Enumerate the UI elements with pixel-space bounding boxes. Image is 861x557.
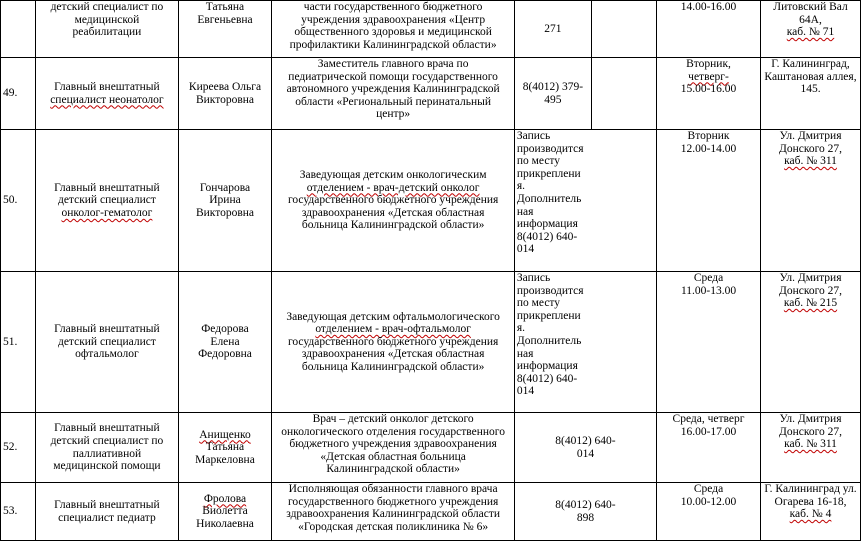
note-cell: [591, 58, 656, 130]
table-row: [1, 1, 861, 58]
name-cell: Федорова Елена Федоровна: [178, 272, 272, 413]
note-cell: Запись производится по месту прикреплени я. Дополнитель ная информация 8(4012) 640- 014: [514, 272, 656, 413]
row-number: 53.: [1, 483, 36, 541]
row-number: 49.: [1, 58, 36, 130]
schedule-cell: Среда, четверг 16.00-17.00: [657, 413, 761, 483]
table-row: [1, 413, 861, 483]
organization-cell: Заведующая детским онкологическим отделением - врач-детский онколог государственного бюджетного учреждения здравоохранения «Детская областная больница Калининградской области»: [272, 130, 515, 272]
address-cell: Ул. Дмитрия Донского 27, каб. № 311: [761, 130, 861, 272]
position-cell: Главный внештатный детский специалист офтальмолог: [36, 272, 178, 413]
phone-cell: 8(4012) 379- 495: [514, 58, 591, 130]
row-number: 50.: [1, 130, 36, 272]
name-cell: Гончарова Ирина Викторовна: [178, 130, 272, 272]
table-row: [1, 130, 861, 272]
organization-cell: Заведующая детским офтальмологического отделением - врач-офтальмолог государственного бюджетного учреждения здравоохранения «Детская областная больница Калининградской области»: [272, 272, 515, 413]
position-cell: Главный внештатный специалист педиатр: [36, 483, 178, 541]
note-cell: [591, 1, 656, 58]
position-cell: Главный внештатный специалист неонатолог: [36, 58, 178, 130]
phone-cell: 8(4012) 640- 898: [514, 483, 656, 541]
address-cell: Г. Калининград, Каштановая аллея, 145.: [761, 58, 861, 130]
table-row: [1, 58, 861, 130]
position-cell: Главный внештатный детский специалист онколог-гематолог: [36, 130, 178, 272]
row-number: 52.: [1, 413, 36, 483]
organization-cell: Заместитель главного врача по педиатрической помощи государственного автономного учреждения Калининградской области «Региональный перинатальный центр»: [272, 58, 515, 130]
row-number: [1, 1, 36, 58]
address-cell: Г. Калининград ул. Огарева 16-18, каб. № 4: [761, 483, 861, 541]
schedule-cell: Вторник, четверг- 15.00-16.00: [657, 58, 761, 130]
organization-cell: Врач – детский онколог детского онкологического отделения государственного бюджетного учреждения здравоохранения «Детская областная больница Калининградской области»: [272, 413, 515, 483]
schedule-cell: Среда 11.00-13.00: [657, 272, 761, 413]
phone-cell: 271: [514, 1, 591, 58]
table-row: [1, 483, 861, 541]
name-cell: Анищенко Татьяна Маркеловна: [178, 413, 272, 483]
position-cell: детский специалист по медицинской реабилитации: [36, 1, 178, 58]
organization-cell: Исполняющая обязанности главного врача государственного бюджетного учреждения здравоохранения Калининградской области «Городская детская поликлиника № 6»: [272, 483, 515, 541]
address-cell: Литовский Вал 64А, каб. № 71: [761, 1, 861, 58]
address-cell: Ул. Дмитрия Донского 27, каб. № 215: [761, 272, 861, 413]
schedule-cell: Вторник 12.00-14.00: [657, 130, 761, 272]
name-cell: Татьяна Евгеньевна: [178, 1, 272, 58]
schedule-cell: Среда 10.00-12.00: [657, 483, 761, 541]
name-cell: Фролова Виолетта Николаевна: [178, 483, 272, 541]
schedule-cell: 14.00-16.00: [657, 1, 761, 58]
organization-cell: части государственного бюджетного учреждения здравоохранения «Центр общественного здоровья и медицинской профилактики Калининградской области»: [272, 1, 515, 58]
row-number: 51.: [1, 272, 36, 413]
table-row: [1, 272, 861, 413]
address-cell: Ул. Дмитрия Донского 27, каб. № 311: [761, 413, 861, 483]
name-cell: Киреева Ольга Викторовна: [178, 58, 272, 130]
position-cell: Главный внештатный детский специалист по паллиативной медицинской помощи: [36, 413, 178, 483]
phone-cell: 8(4012) 640- 014: [514, 413, 656, 483]
note-cell: Запись производится по месту прикреплени я. Дополнитель ная информация 8(4012) 640- 014: [514, 130, 656, 272]
